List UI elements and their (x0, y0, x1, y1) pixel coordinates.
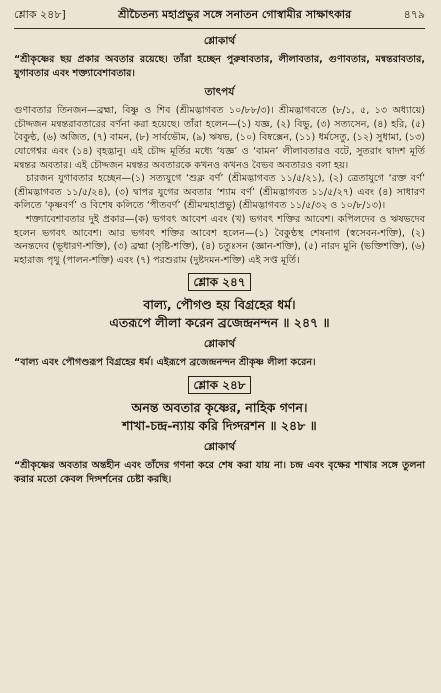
running-header (14, 6, 425, 29)
verse-247-translation: “বাল্য এবং পৌগণ্ডরূপ বিগ্রহের ধর্ম। এইরূপে ব্রজেন্দ্রনন্দন শ্রীকৃষ্ণ লীলা করেন। (14, 357, 316, 369)
header-page-number: ৪৭৯ (403, 8, 425, 21)
verse-248-translation-heading: শ্লোকার্থ (203, 440, 236, 453)
translation-heading: শ্লোকার্থ (203, 35, 236, 47)
purport-heading: তাৎপর্য (204, 86, 235, 99)
verse-247-line-1: বাল্য, পৌগণ্ড হয় বিগ্রহের ধর্ম। (143, 297, 296, 313)
verse-248-translation: “শ্রীকৃষ্ণের অবতার অন্তহীন এবং তাঁদের গণনা করে শেষ করা যায় না। চন্দ্র এবং বৃক্ষের শাখার সঙ্গে তুলনা করার মতো কেবল দিগ্দর্শনের চেষ্টা করছি। (14, 459, 425, 485)
purport-paragraph-3: শক্ত্যাবেশাবতার দুই প্রকার—(ক) ভগবৎ আবেশ এবং (খ) ভগবৎ শক্তির আবেশ। কপিলদেব ও ঋষভদেব হলেন ভগবৎ আবেশ। আর ভগবৎ শক্তির আবেশ হলেন—(১) বৈকুণ্ঠস্থ শেষনাগ (স্বসেবন-শক্তি), (২) অনন্তদেব (ভূধারণ-শক্তি), (৩) ব্রহ্মা (সৃষ্টি-শক্তি), (৪) চতুঃসন (জ্ঞান-শক্তি), (৫) নারদ মুনি (ভক্তিশক্তি), (৬) মহারাজ পৃথু (পালন-শক্তি) এবং (৭) পরশুরাম (দুষ্টদমন-শক্তি) এই সপ্ত মূর্তি। (14, 213, 425, 266)
verse-247-translation-heading: শ্লোকার্থ (203, 338, 236, 351)
purport-paragraph-2: চারজন যুগাবতার হচ্ছেন—(১) সত্যযুগে ‘শুক্ল বর্ণ’ (শ্রীমদ্ভাগবত ১১/৫/২১), (২) ত্রেতাযুগে ‘রক্ত বর্ণ’ (শ্রীমদ্ভাগবত ১১/৫/২৪), (৩) দ্বাপর যুগের অবতার ‘শ্যাম বর্ণ’ (শ্রীমদ্ভাগবত ১১/৫/২৭) এবং (৪) সাধারণ কলিতে ‘কৃষ্ণবর্ণ’ ও বিশেষ কলিতে ‘পীতবর্ণ’ (শ্রীমন্মহাপ্রভু) (শ্রীমদ্ভাগবত ১১/৫/৩২ ও ১০/৮/১৩)। (14, 173, 425, 212)
verse-247-line-2: এতরূপে লীলা করেন ব্রজেন্দ্রনন্দন ॥ ২৪৭ ॥ (109, 315, 330, 331)
header-chapter-title: শ্রীচৈতন্য মহাপ্রভুর সঙ্গে সনাতন গোস্বামীর সাক্ষাৎকার (118, 8, 352, 21)
purport-paragraph-1: গুণাবতার তিনজন—ব্রহ্মা, বিষ্ণু ও শিব (শ্রীমদ্ভাগবত ১০/৮৮/৩)। শ্রীমদ্ভাগবতে (৮/১, ৫, ১৩ অধ্যায়ে) চৌদ্দজন মন্বন্তরাবতারের বর্ণনা করা হয়েছে। তাঁরা হলেন—(১) যজ্ঞ, (২) বিভু, (৩) সত্যসেন, (৪) হরি, (৫) বৈকুণ্ঠ, (৬) অজিত, (৭) বামন, (৮) সার্বভৌম, (৯) ঋষভ, (১০) বিষ্বক্সেন, (১১) ধর্মসেতু, (১২) সুধামা, (১৩) যোগেশ্বর এবং (১৪) বৃহদ্ভানু। এই চৌদ্দ মূর্তির মধ্যে ‘যজ্ঞ’ ও ‘বামন’ লীলাবতারও বটে, সুতরাং দ্বাদশ মূর্তি মন্বন্তর অবতার। এই চৌদ্দজন মন্বন্তর অবতারকে কখনও কখনও বৈভব অবতারও বলা হয়। (14, 105, 425, 171)
verse-248-line-2: শাখা-চন্দ্র-ন্যায় করি দিগ্দরশন ॥ ২৪৮ ॥ (122, 417, 317, 433)
verse-248-heading: শ্লোক ২৪৮ (14, 377, 425, 397)
verse-247-heading: শ্লোক ২৪৭ (14, 274, 425, 294)
header-verse-ref: শ্লোক ২৪৮] (14, 8, 66, 21)
verse-248-line-1: অনন্ত অবতার কৃষ্ণের, নাহিক গণন। (131, 399, 308, 415)
translation-text: “শ্রীকৃষ্ণের ছয় প্রকার অবতার রয়েছে। তাঁরা হচ্ছেন পুরুষাবতার, লীলাবতার, গুণাবতার, মন্বন্তরাবতার, যুগাবতার এবং শক্ত্যাবেশাবতার। (14, 54, 425, 79)
